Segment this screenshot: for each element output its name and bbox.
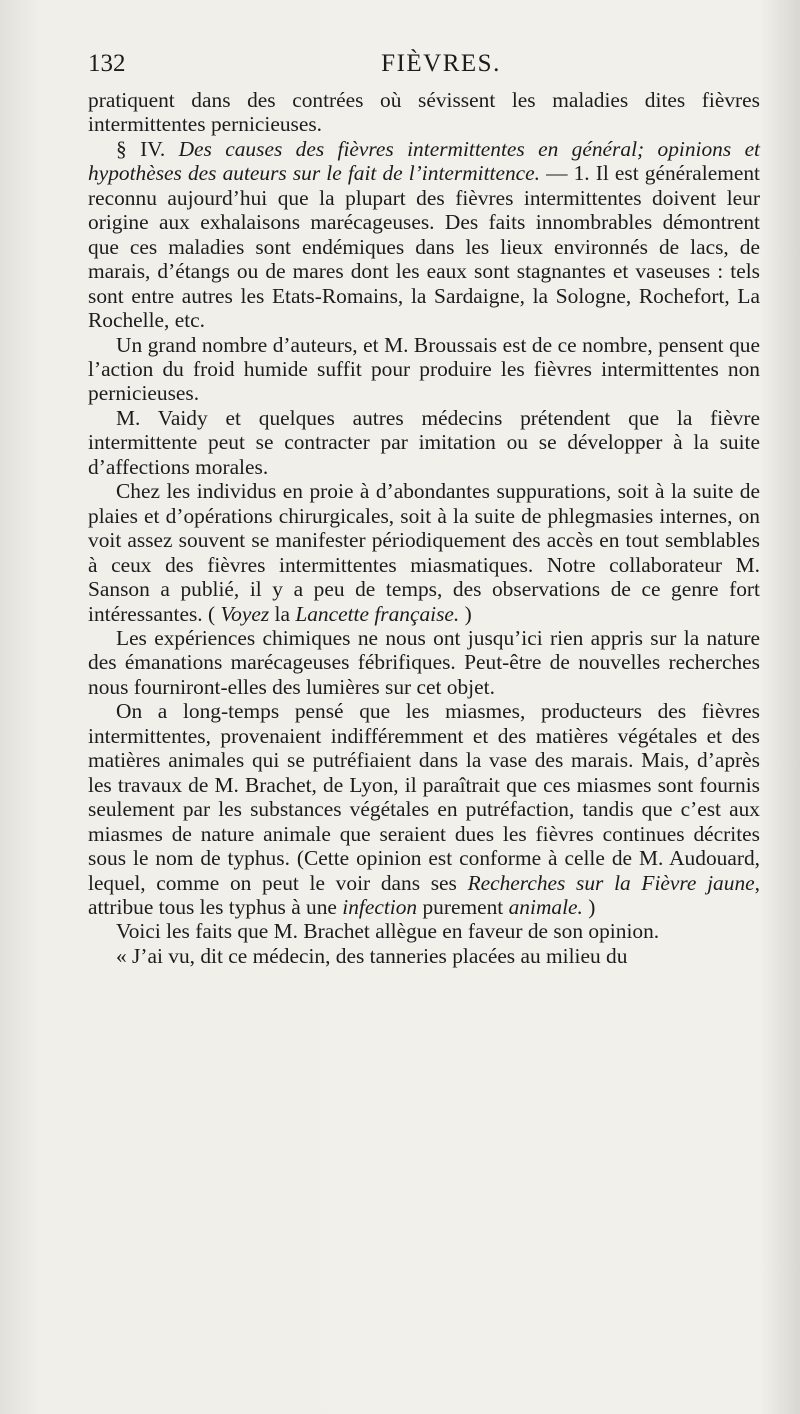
paragraph <box>88 333 760 406</box>
italic-text: animale. <box>508 894 583 919</box>
text-run: Chez les individus en proie à d’abondantes suppurations, soit à la suite de plaies et d’opérations chirurgicales, soit à la suite de phlegmasies internes, on voit assez souvent se manifester périodiquement des accès en tout semblables à ceux des fièvres intermittentes miasmatiques. Notre collaborateur M. Sanson a publié, il y a peu de temps, des observations de ce genre fort intéressantes. ( <box>88 479 760 626</box>
italic-text: infection <box>342 894 418 919</box>
paragraph <box>88 919 760 943</box>
text-run: On a long-temps pensé que les miasmes, producteurs des fièvres intermittentes, provenaient indifféremment et des matières végétales et des matières animales qui se putréfiaient dans la vase des marais. Mais, d’après les travaux de M. Brachet, de Lyon, il paraîtrait que ces miasmes sont fournis seulement par les substances végétales en putréfaction, tandis que c’est aux miasmes de nature animale que seraient dues les fièvres continues décrites sous le nom de typhus. (Cette opinion est conforme à celle de M. Audouard, lequel, comme on peut le voir dans ses <box>88 699 760 895</box>
running-head: FIÈVRES. <box>381 50 501 77</box>
text-run: pratiquent dans des contrées où sévissent les maladies dites fièvres intermittentes pernicieuses. <box>88 88 760 137</box>
text-run: — 1. Il est généralement reconnu aujourd’hui que la plupart des fièvres intermittentes doivent leur origine aux exhalaisons marécageuses. Des faits innombrables démontrent que ces maladies sont endémiques dans les lieux environnés de lacs, de marais, d’étangs ou de mares dont les eaux sont stagnantes et vaseuses : tels sont entre autres les Etats-Romains, la Sardaigne, la Sologne, Rochefort, La Rochelle, etc. <box>88 161 760 333</box>
italic-text: Recherches sur la Fièvre jaune <box>467 870 755 895</box>
paragraph <box>88 626 760 699</box>
italic-text: Des causes des fièvres intermittentes en général; opinions et hypothèses des auteurs sur le fait de l’intermittence. <box>88 136 761 186</box>
italic-text: Lancette française. <box>295 601 460 626</box>
text-run: Les expériences chimiques ne nous ont jusqu’ici rien appris sur la nature des émanations marécageuses fébrifiques. Peut-être de nouvelles recherches nous fourniront-elles des lumières sur cet objet. <box>88 625 760 699</box>
text-run: § IV. <box>116 136 179 161</box>
page-number: 132 <box>88 50 126 77</box>
body-text <box>88 88 760 968</box>
text-run: Voici les faits que M. Brachet allègue en faveur de son opinion. <box>116 919 660 944</box>
text-run: purement <box>417 894 509 919</box>
text-run: « J’ai vu, dit ce médecin, des tanneries placées au milieu du <box>116 943 628 968</box>
italic-text: Voyez <box>220 601 270 626</box>
text-run: M. Vaidy et quelques autres médecins prétendent que la fièvre intermittente peut se contracter par imitation ou se développer à la suite d’affections morales. <box>88 405 760 479</box>
page-header <box>88 46 764 86</box>
text-run: Un grand nombre d’auteurs, et M. Broussais est de ce nombre, pensent que l’action du froid humide suffit pour produire les fièvres intermittentes non pernicieuses. <box>88 332 760 406</box>
paragraph <box>88 699 760 919</box>
paragraph <box>88 406 760 479</box>
paragraph <box>88 479 760 626</box>
text-run: ) <box>459 601 472 626</box>
paragraph <box>88 944 760 968</box>
paragraph <box>88 88 760 137</box>
paragraph <box>88 137 760 333</box>
text-run: ) <box>582 894 596 919</box>
text-run: la <box>269 601 296 626</box>
text-run: , attribue tous les typhus à une <box>88 870 760 919</box>
